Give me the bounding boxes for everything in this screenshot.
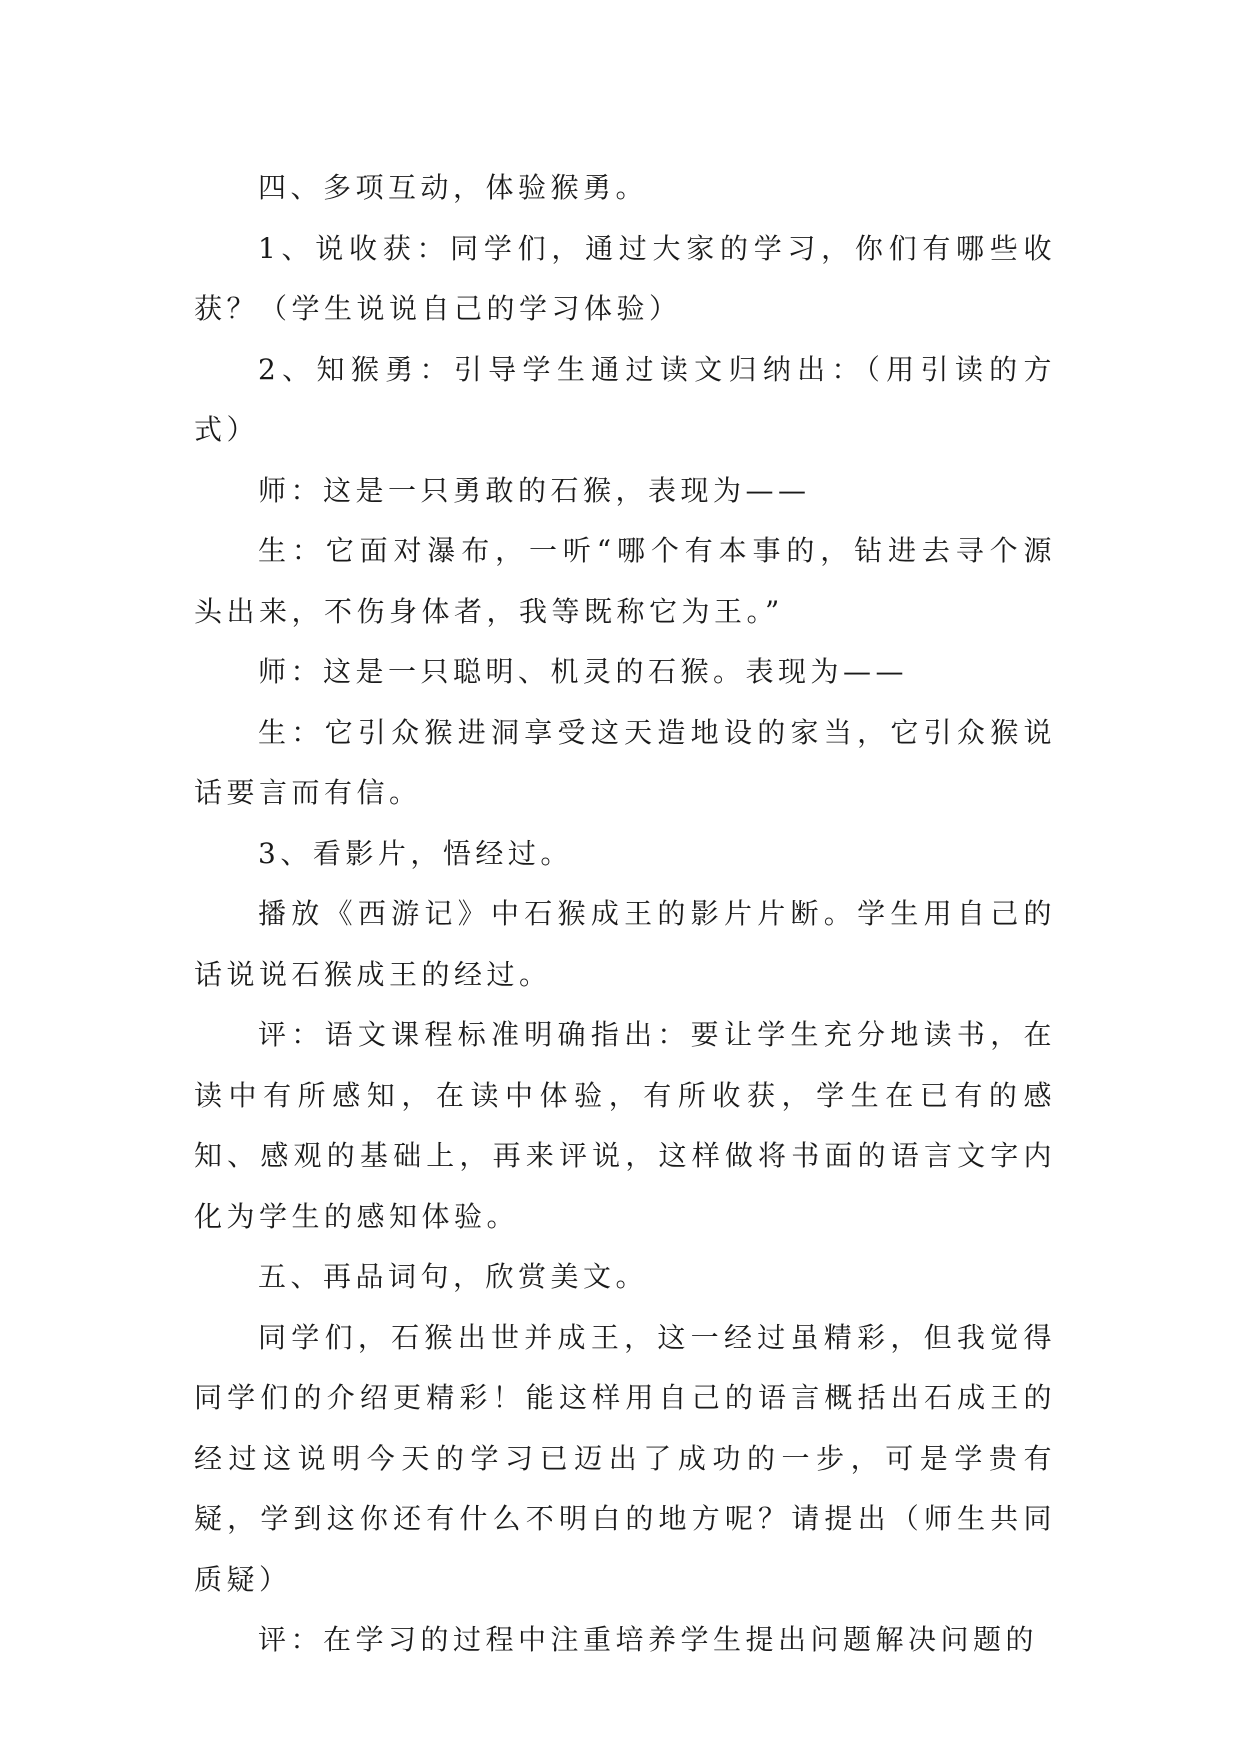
section-heading-five: 五、再品词句，欣赏美文。 xyxy=(258,1260,649,1293)
paragraph-harvest: 1、说收获：同学们，通过大家的学习，你们有哪些收获？（学生说说自己的学习体验） xyxy=(194,231,1056,325)
document-body xyxy=(194,158,1056,1671)
section-heading-four: 四、多项互动，体验猴勇。 xyxy=(258,171,649,204)
paragraph-comment-questions: 评：在学习的过程中注重培养学生提出问题解决问题的 xyxy=(258,1623,1039,1656)
paragraph-student-cave: 生：它引众猴进洞享受这天造地设的家当，它引众猴说话要言而有信。 xyxy=(194,715,1056,809)
paragraph-classmates: 同学们，石猴出世并成王，这一经过虽精彩，但我觉得同学们的介绍更精彩！能这样用自己的语言概括出石成王的经过这说明今天的学习已迈出了成功的一步，可是学贵有疑，学到这你还有什么不明白的地方呢？请提出（师生共同质疑） xyxy=(194,1320,1056,1596)
paragraph-comment-standards: 评：语文课程标准明确指出：要让学生充分地读书，在读中有所感知，在读中体验，有所收获，学生在已有的感知、感观的基础上，再来评说，这样做将书面的语言文字内化为学生的感知体验。 xyxy=(194,1018,1056,1233)
paragraph-student-waterfall: 生：它面对瀑布，一听“哪个有本事的，钻进去寻个源头出来，不伤身体者，我等既称它为王。” xyxy=(194,534,1056,628)
paragraph-know-courage: 2、知猴勇：引导学生通过读文归纳出：（用引读的方式） xyxy=(194,352,1056,446)
paragraph-watch-film: 3、看影片，悟经过。 xyxy=(258,836,573,870)
paragraph-teacher-brave: 师：这是一只勇敢的石猴，表现为—— xyxy=(258,473,811,507)
paragraph-play-film: 播放《西游记》中石猴成王的影片片断。学生用自己的话说说石猴成王的经过。 xyxy=(194,897,1056,991)
paragraph-teacher-clever: 师：这是一只聪明、机灵的石猴。表现为—— xyxy=(258,655,909,688)
